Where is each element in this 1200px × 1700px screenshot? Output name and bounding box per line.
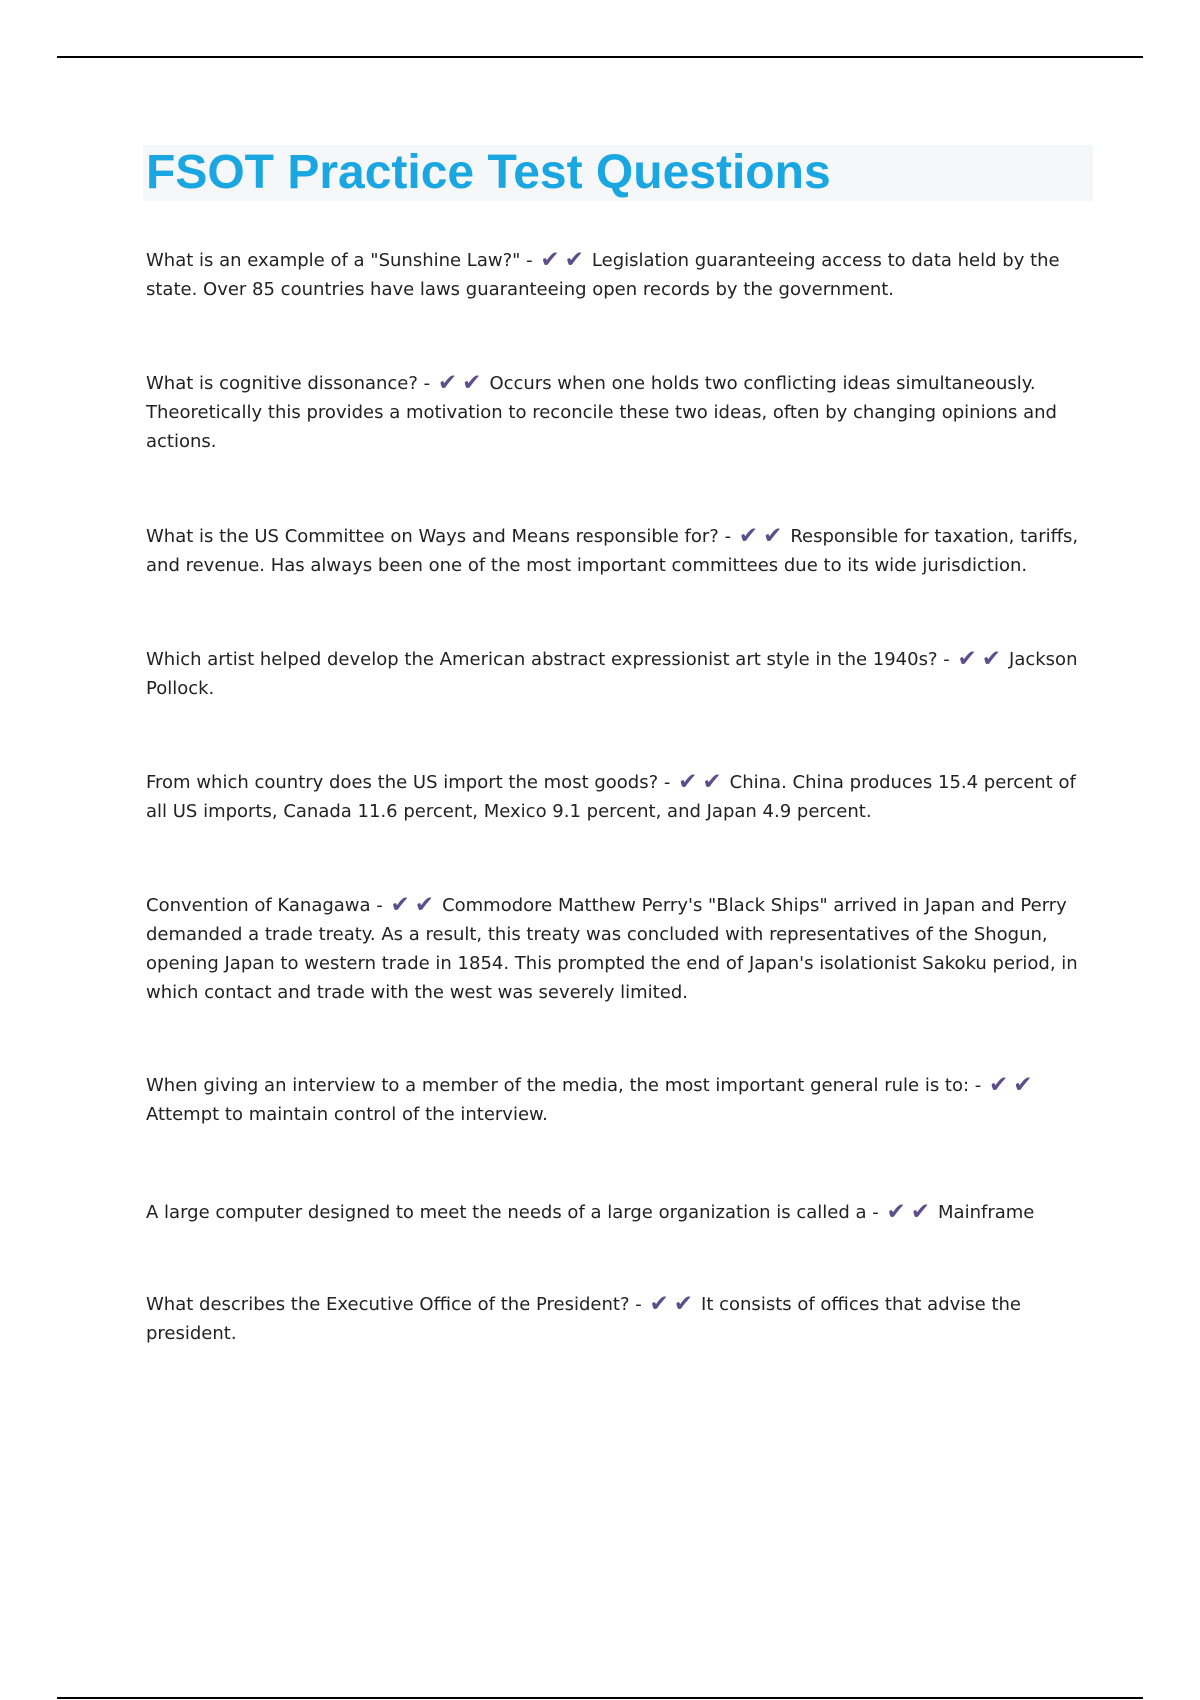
check-mark-icon: ✔✔ [957, 646, 1007, 672]
qa-item-3 [146, 522, 1092, 580]
question-text: From which country does the US import the most goods? - [146, 772, 671, 793]
check-mark-icon: ✔✔ [738, 523, 788, 549]
qa-item-8 [146, 1198, 1092, 1227]
answer-text: Attempt to maintain control of the interview. [146, 1104, 548, 1125]
document-title: FSOT Practice Test Questions [146, 146, 831, 199]
qa-item-1 [146, 246, 1092, 304]
check-mark-icon: ✔✔ [540, 247, 589, 273]
answer-text: Legislation guaranteeing access to data held by the state. Over 85 countries have laws guaranteeing open records by the government. [146, 250, 1060, 300]
qa-item-2 [146, 369, 1092, 456]
footer-rule [57, 1697, 1143, 1699]
question-text: What is the US Committee on Ways and Means responsible for? - [146, 526, 732, 547]
qa-item-4 [146, 645, 1092, 703]
qa-item-7 [146, 1071, 1092, 1129]
question-text: A large computer designed to meet the needs of a large organization is called a - [146, 1202, 879, 1223]
question-text: Convention of Kanagawa - [146, 895, 383, 916]
check-mark-icon: ✔✔ [437, 370, 487, 396]
header-rule [57, 56, 1143, 58]
check-mark-icon: ✔✔ [886, 1199, 936, 1225]
answer-text: It consists of offices that advise the president. [146, 1294, 1022, 1344]
answer-text: Mainframe [938, 1202, 1035, 1223]
check-mark-icon: ✔✔ [989, 1072, 1038, 1098]
answer-text: Commodore Matthew Perry's "Black Ships" arrived in Japan and Perry demanded a trade treaty. As a result, this treaty was concluded with representatives of the Shogun, opening Japan to western trade in 1854. This prompted the end of Japan's isolationist Sakoku period, in which contact and trade with the west was severely limited. [146, 895, 1078, 1003]
answer-text: Responsible for taxation, tariffs, and revenue. Has always been one of the most important committees due to its wide jurisdiction. [146, 526, 1079, 576]
question-text: What is cognitive dissonance? - [146, 373, 431, 394]
qa-item-6 [146, 891, 1092, 1007]
question-text: Which artist helped develop the American abstract expressionist art style in the 1940s? - [146, 649, 950, 670]
check-mark-icon: ✔✔ [678, 769, 727, 795]
answer-text: Occurs when one holds two conflicting ideas simultaneously. Theoretically this provides a motivation to reconcile these two ideas, often by changing opinions and actions. [146, 373, 1057, 452]
qa-item-5 [146, 768, 1092, 826]
question-text: When giving an interview to a member of the media, the most important general rule is to: - [146, 1075, 982, 1096]
qa-item-9 [146, 1290, 1092, 1348]
question-text: What is an example of a "Sunshine Law?" - [146, 250, 533, 271]
check-mark-icon: ✔✔ [390, 892, 440, 918]
check-mark-icon: ✔✔ [649, 1291, 699, 1317]
question-text: What describes the Executive Office of the President? - [146, 1294, 642, 1315]
answer-text: Jackson Pollock. [146, 649, 1078, 699]
answer-text: China. China produces 15.4 percent of all US imports, Canada 11.6 percent, Mexico 9.1 percent, and Japan 4.9 percent. [146, 772, 1076, 822]
